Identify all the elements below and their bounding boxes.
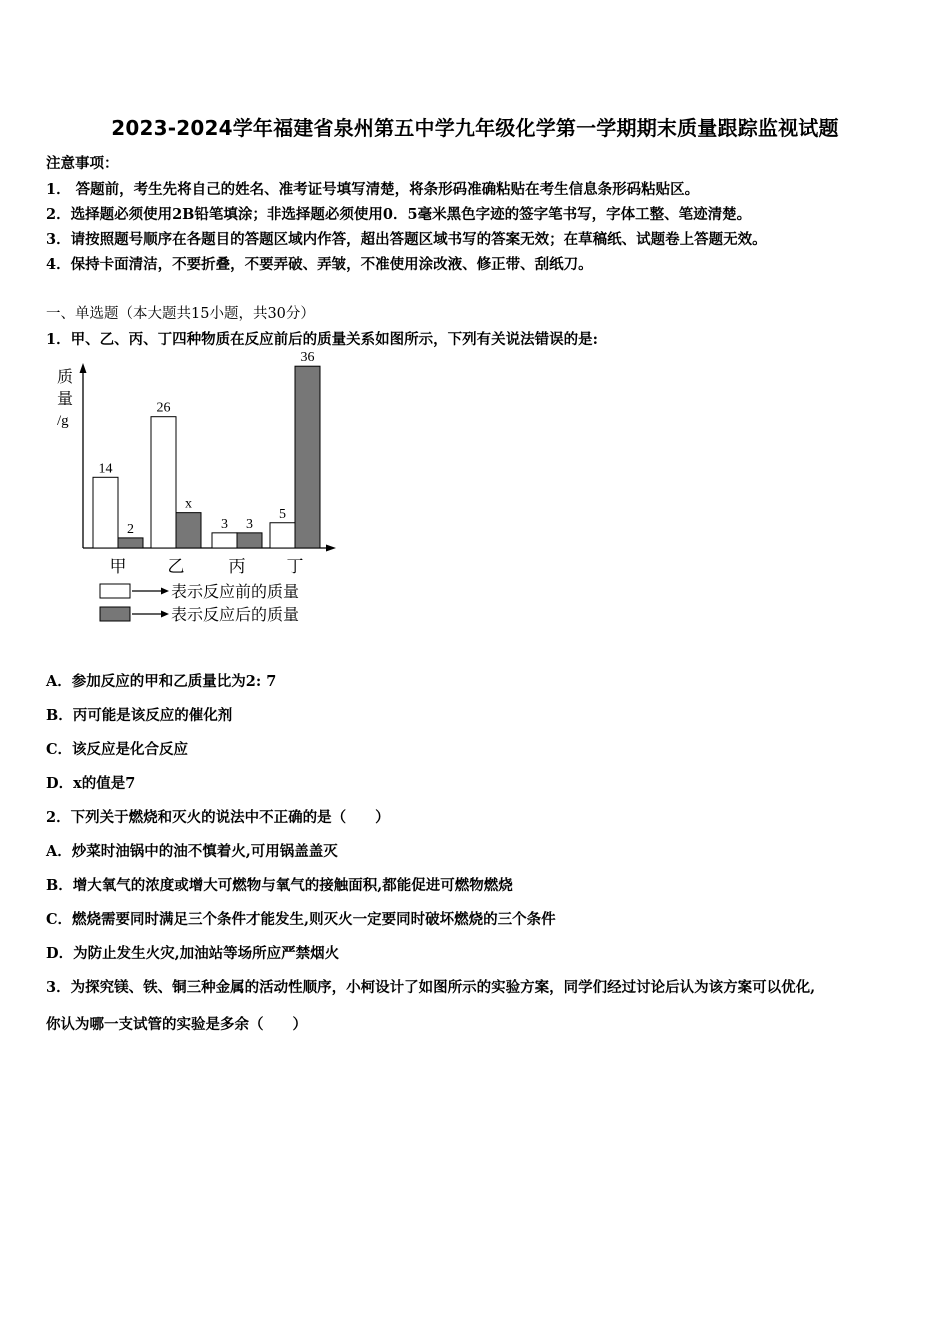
legend-swatch-before	[100, 584, 130, 598]
q3-stem-line2: 你认为哪一支试管的实验是多余（ ）	[46, 1016, 307, 1033]
notice-item: 3．请按照题号顺序在各题目的答题区域内作答，超出答题区域书写的答案无效；在草稿纸、试题卷上答题无效。	[46, 231, 767, 248]
notice-item: 4．保持卡面清洁，不要折叠，不要弄破、弄皱，不准使用涂改液、修正带、刮纸刀。	[46, 256, 593, 273]
notice-item: 2．选择题必须使用2B铅笔填涂；非选择题必须使用0．5毫米黑色字迹的签字笔书写，字体工整、笔迹清楚。	[46, 206, 752, 223]
bar-after-2	[176, 513, 201, 548]
data-label-before-4: 5	[279, 506, 286, 522]
legend-label-before: 表示反应前的质量	[171, 584, 300, 601]
notice-heading: 注意事项：	[46, 155, 119, 172]
category-label-3: 丙	[228, 557, 246, 576]
data-label-before-2: 26	[156, 400, 171, 416]
y-label-1: 质	[57, 369, 74, 386]
data-label-after-4: 36	[300, 352, 315, 366]
data-label-before-1: 14	[98, 461, 113, 477]
notice-item: 1． 答题前，考生先将自己的姓名、准考证号填写清楚，将条形码准确粘贴在考生信息条形码粘贴区。	[46, 181, 700, 198]
q2-option-d: D．为防止发生火灾,加油站等场所应严禁烟火	[46, 945, 340, 962]
mass-bar-chart	[40, 352, 350, 637]
q3-stem-line1: 3．为探究镁、铁、铜三种金属的活动性顺序，小柯设计了如图所示的实验方案，同学们经过讨论后认为该方案可以优化,	[46, 979, 816, 996]
bar-before-1	[93, 477, 118, 548]
legend-swatch-after	[100, 607, 130, 621]
q1-option-a: A．参加反应的甲和乙质量比为2: 7	[46, 673, 277, 690]
page-title: 2023-2024学年福建省泉州第五中学九年级化学第一学期期末质量跟踪监视试题	[111, 116, 839, 140]
category-label-2: 乙	[167, 557, 185, 576]
q1-option-d: D．x的值是7	[46, 775, 136, 792]
category-label-4: 丁	[286, 557, 304, 576]
q1-option-c: C．该反应是化合反应	[46, 741, 189, 758]
legend-arrowhead-before	[161, 588, 169, 595]
bar-before-2	[151, 417, 176, 548]
q2-option-c: C．燃烧需要同时满足三个条件才能发生,则灭火一定要同时破坏燃烧的三个条件	[46, 911, 556, 928]
section-heading: 一、单选题（本大题共15小题，共30分）	[46, 306, 315, 322]
bar-before-3	[212, 533, 237, 548]
y-axis-arrow	[80, 363, 87, 373]
q1-stem: 1．甲、乙、丙、丁四种物质在反应前后的质量关系如图所示，下列有关说法错误的是:	[46, 331, 598, 348]
q2-stem: 2．下列关于燃烧和灭火的说法中不正确的是（ ）	[46, 809, 390, 826]
bar-before-4	[270, 523, 295, 548]
bar-after-4	[295, 366, 320, 548]
data-label-after-2: x	[185, 496, 192, 512]
q2-option-b: B．增大氧气的浓度或增大可燃物与氧气的接触面积,都能促进可燃物燃烧	[46, 877, 513, 894]
bar-after-3	[237, 533, 262, 548]
y-label-3: /g	[57, 413, 69, 429]
data-label-after-3: 3	[246, 516, 253, 532]
y-label-2: 量	[57, 391, 74, 408]
data-label-before-3: 3	[221, 516, 228, 532]
q2-option-a: A．炒菜时油锅中的油不慎着火,可用锅盖盖灭	[46, 843, 338, 860]
bar-after-1	[118, 538, 143, 548]
category-label-1: 甲	[109, 557, 127, 576]
legend-label-after: 表示反应后的质量	[171, 607, 300, 624]
x-axis-arrow	[326, 545, 336, 552]
data-label-after-1: 2	[127, 521, 134, 537]
q1-option-b: B．丙可能是该反应的催化剂	[46, 707, 233, 724]
legend-arrowhead-after	[161, 611, 169, 618]
